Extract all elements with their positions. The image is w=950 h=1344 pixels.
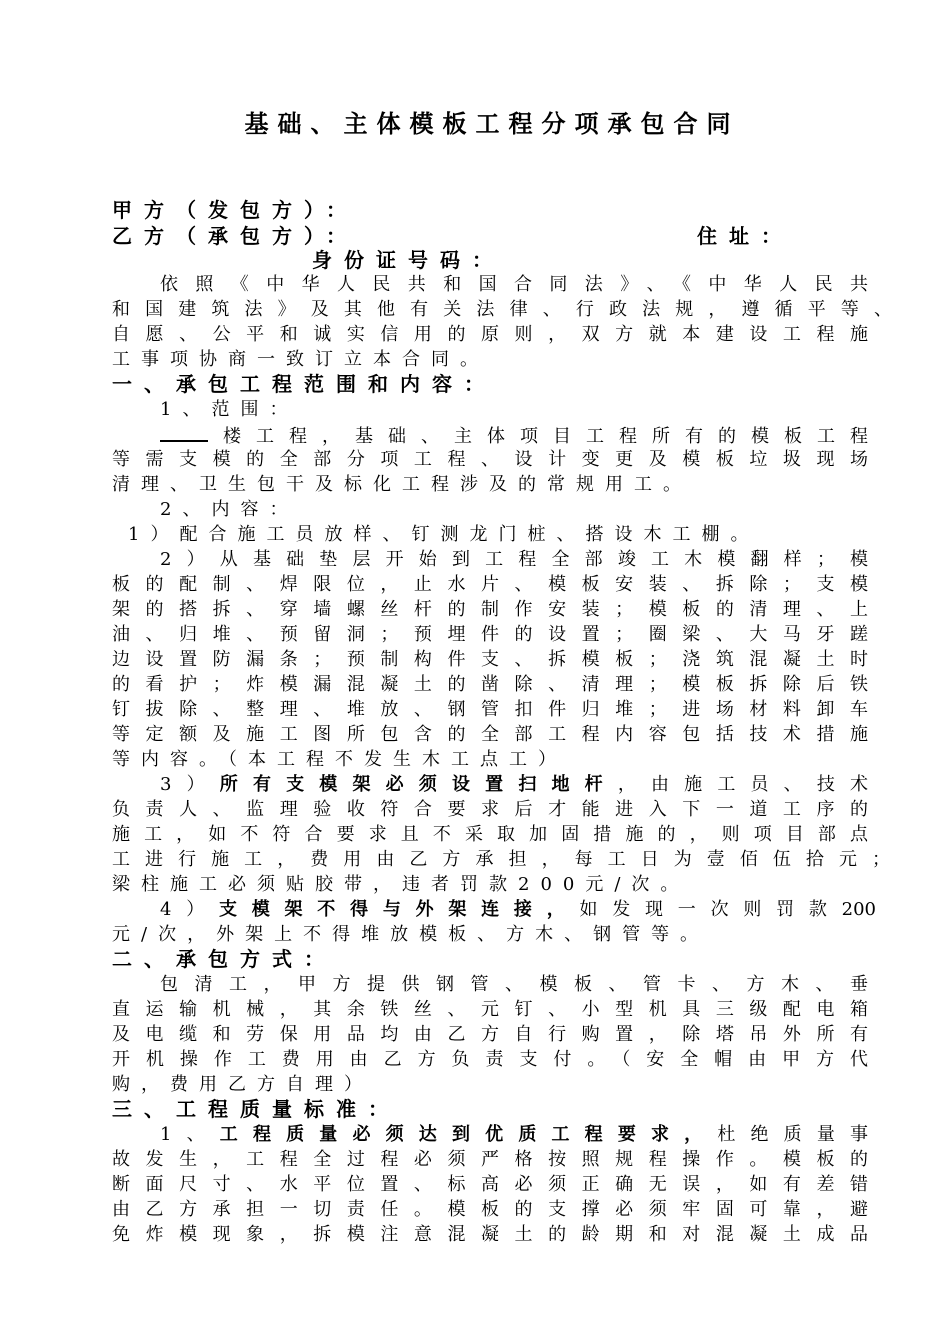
- scope-line-2: 等需支模的全部分项工程、设计变更及模板垃圾现场: [112, 449, 868, 470]
- section-2-heading: 二、承包方式：: [112, 947, 336, 971]
- content-item-2-line-4: 油、归堆、预留洞；预埋件的设置；圈梁、大马牙蹉: [112, 624, 868, 645]
- content-item-4-line-2: 元/次，外架上不得堆放模板、方木、钢管等。: [112, 924, 710, 945]
- section-3-line-5: 免炸模现象，拆模注意混凝土的龄期和对混凝土成品: [112, 1224, 868, 1245]
- content-item-3-line-3: 施工，如不符合要求且不采取加固措施的，则项目部点: [112, 824, 868, 845]
- preamble-line-2: 和国建筑法》及其他有关法律、行政法规，遵循平等、: [112, 299, 892, 320]
- party-a-label: 甲方（发包方）：: [112, 198, 358, 222]
- section-1-heading: 一、承包工程范围和内容：: [112, 372, 496, 396]
- section-3-line-3: 断面尺寸、水平位置、标高必须正确无误，如有差错: [112, 1174, 868, 1195]
- section-3-heading: 三、工程质量标准：: [112, 1097, 400, 1121]
- scope-line-1: 楼工程，基础、主体项目工程所有的模板工程: [160, 422, 868, 447]
- content-item-2-line-1: 2）从基础垫层开始到工程全部竣工木模翻样；模: [160, 549, 868, 570]
- preamble-line-4: 工事项协商一致订立本合同。: [112, 349, 489, 370]
- section-2-line-5: 购，费用乙方自理）: [112, 1074, 373, 1095]
- content-item-2-line-3: 架的搭拆、穿墙螺丝杆的制作安装；模板的清理、上: [112, 599, 868, 620]
- section-2-line-3: 及电缆和劳保用品均由乙方自行购置，除塔吊外所有: [112, 1024, 868, 1045]
- document-title: 基础、主体模板工程分项承包合同: [244, 109, 740, 138]
- content-item-2-line-7: 钉拔除、整理、堆放、钢管扣件归堆；进场材料卸车: [112, 699, 868, 720]
- section-3-item-1-line-1: 1、工程质量必须达到优质工程要求，杜绝质量事: [160, 1124, 869, 1145]
- content-item-3-line-5: 梁柱施工必须贴胶带，违者罚款200元/次。: [112, 874, 690, 895]
- content-item-3-line-2: 负责人、监理验收符合要求后才能进入下一道工序的: [112, 799, 868, 820]
- scope-line-3: 清理、卫生包干及标化工程涉及的常规用工。: [112, 474, 692, 495]
- preamble-line-1: 依照《中华人民共和国合同法》、《中华人民共: [160, 274, 868, 295]
- content-item-2-line-6: 的看护；炸模漏混凝土的凿除、清理；模板拆除后铁: [112, 674, 868, 695]
- preamble-line-3: 自愿、公平和诚实信用的原则，双方就本建设工程施: [112, 324, 868, 345]
- content-item-3-line-4: 工进行施工，费用由乙方承担，每工日为壹佰伍拾元；: [112, 849, 890, 870]
- section-3-line-4: 由乙方承担一切责任。模板的支撑必须牢固可靠，避: [112, 1199, 868, 1220]
- building-name-blank: [160, 422, 208, 442]
- party-b-label: 乙方（承包方）：: [112, 224, 358, 248]
- content-item-4-line-1: 4）支模架不得与外架连接，如发现一次则罚款200: [160, 899, 877, 920]
- content-item-2-line-2: 板的配制、焊限位，止水片、模板安装、拆除；支模: [112, 574, 868, 595]
- content-item-2-line-8: 等定额及施工图所包含的全部工程内容包括技术措施: [112, 724, 868, 745]
- section-2-line-2: 直运输机械，其余铁丝、元钉、小型机具三级配电箱: [112, 999, 868, 1020]
- content-item-3-line-1: 3）所有支模架必须设置扫地杆，由施工员、技术: [160, 774, 869, 795]
- scope-label: 1、范围：: [160, 399, 299, 420]
- content-item-2-line-5: 边设置防漏条；预制构件支、拆模板；浇筑混凝土时: [112, 649, 868, 670]
- section-2-line-4: 开机操作工费用由乙方负责支付。（安全帽由甲方代: [112, 1049, 868, 1070]
- content-item-1: 1）配合施工员放样、钉测龙门桩、搭设木工棚。: [128, 524, 760, 545]
- content-item-2-line-9: 等内容。（本工程不发生木工点工）: [112, 749, 567, 770]
- section-2-line-1: 包清工，甲方提供钢管、模板、管卡、方木、垂: [160, 974, 868, 995]
- address-label: 住址：: [697, 224, 793, 248]
- id-number-label: 身份证号码：: [312, 248, 504, 272]
- content-label: 2、内容：: [160, 499, 299, 520]
- section-3-line-2: 故发生，工程全过程必须严格按照规程操作。模板的: [112, 1149, 868, 1170]
